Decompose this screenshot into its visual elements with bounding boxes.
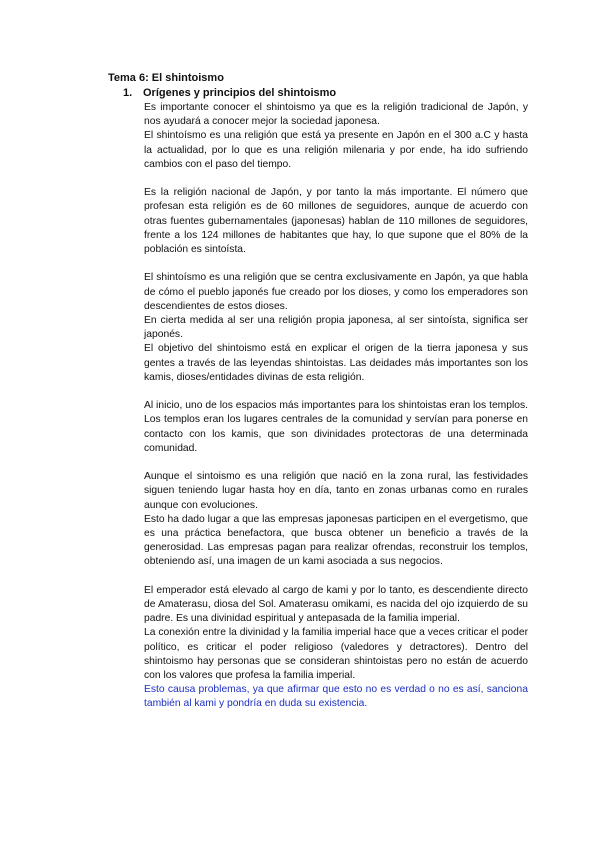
- paragraph: Es la religión nacional de Japón, y por tanto la más importante. El número que profesan esta religión es de 60 millones de seguidores, aunque de acuerdo con otras fuentes gubernamentales (japonesas) hablan de 110 millones de seguidores, frente a los 124 millones de habitantes que hay, lo que supone que el 80% de la población es sintoísta.: [144, 187, 528, 256]
- document-body: [144, 101, 528, 712]
- paragraph: El emperador está elevado al cargo de kami y por lo tanto, es descendiente directo de Amaterasu, diosa del Sol. Amaterasu omikami, es nacida del ojo izquierdo de su padre. Es una divinidad espiritual y antepasada de la familia imperial.: [144, 584, 528, 625]
- paragraph: Esto ha dado lugar a que las empresas japonesas participen en el evergetismo, que es una práctica benefactora, que busca obtener un beneficio a través de la generosidad. Las empresas pagan para realizar ofrendas, reconstruir los templos, obteniendo así, una imagen de un kami asociada a sus negocios.: [144, 513, 528, 568]
- paragraph: El shintoísmo es una religión que está ya presente en Japón en el 300 a.C y hasta la actualidad, por lo que es una religión milenaria y por ende, ha ido sufriendo cambios con el paso del tiempo.: [144, 130, 528, 170]
- paragraph: Al inicio, uno de los espacios más importantes para los shintoistas eran los templos. Los templos eran los lugares centrales de la comunidad y servían para ponerse en contacto con los kamis, que son divinidades protectoras de una determinada comunidad.: [144, 400, 528, 454]
- section-number: 1.: [123, 87, 133, 99]
- paragraph: En cierta medida al ser una religión propia japonesa, al ser sintoísta, significa ser japonés.: [144, 315, 528, 341]
- section-title: Orígenes y principios del shintoismo: [143, 87, 337, 99]
- paragraph: La conexión entre la divinidad y la familia imperial hace que a veces criticar el poder político, es criticar el poder religioso (valedores y detractores). Dentro del shintoismo hay personas que se consideran shintoistas pero no están de acuerdo con los valores que profesa la familia imperial.: [144, 627, 528, 682]
- paragraph: Es importante conocer el shintoismo ya que es la religión tradicional de Japón, y nos ayudará a conocer mejor la sociedad japonesa.: [144, 102, 528, 128]
- highlighted-note: Esto causa problemas, ya que afirmar que esto no es verdad o no es así, sanciona también al kami y pondría en duda su existencia.: [144, 684, 528, 710]
- page-title: Tema 6: El shintoismo: [108, 72, 224, 84]
- paragraph: El shintoísmo es una religión que se centra exclusivamente en Japón, ya que habla de cómo el pueblo japonés fue creado por los dioses, y como los emperadores son descendientes de estos dioses.: [144, 272, 528, 312]
- paragraph: Aunque el sintoismo es una religión que nació en la zona rural, las festividades siguen teniendo lugar hasta hoy en día, tanto en zonas urbanas como en rurales aunque con evoluciones.: [144, 471, 528, 511]
- paragraph: El objetivo del shintoismo está en explicar el origen de la tierra japonesa y sus gentes a través de las leyendas shintoistas. Las deidades más importantes son los kamis, dioses/entidades divinas de esta religión.: [144, 343, 528, 383]
- section-heading: [123, 86, 336, 100]
